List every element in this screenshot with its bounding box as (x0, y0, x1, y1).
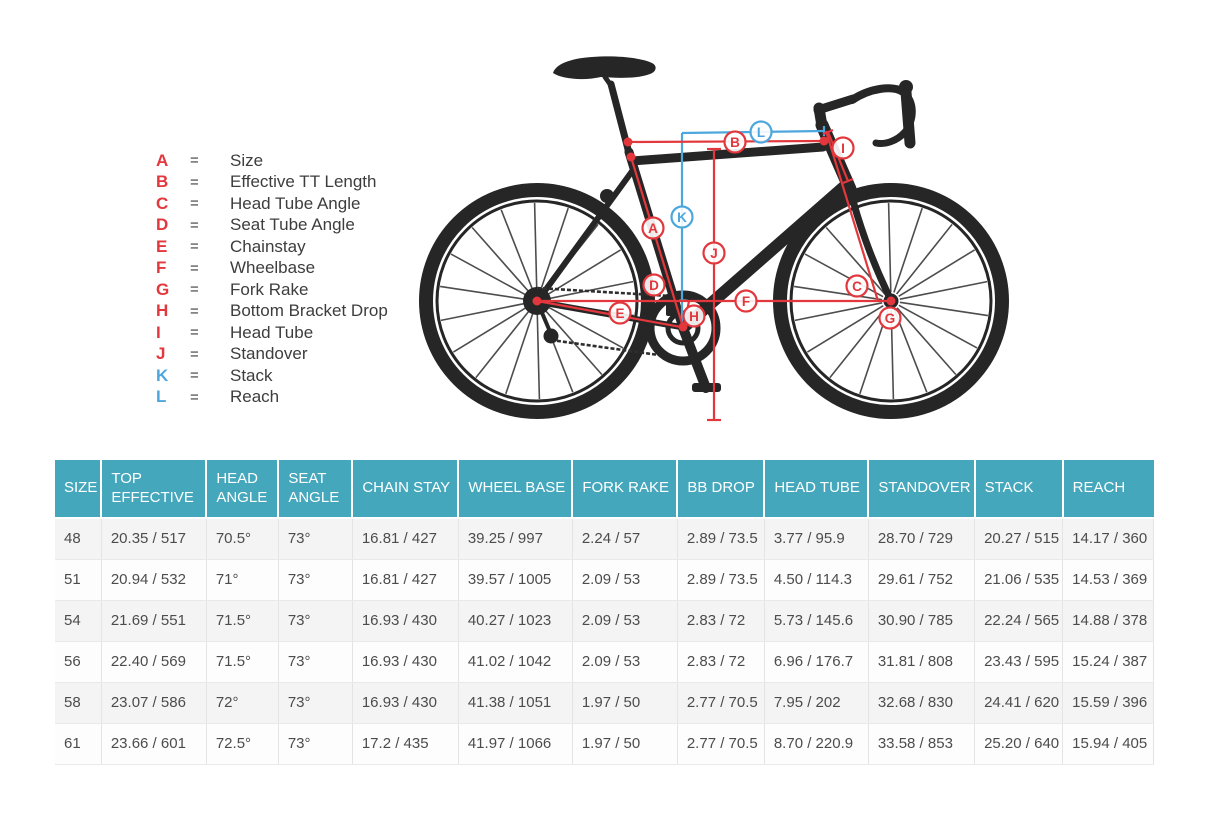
legend-label: Fork Rake (230, 279, 309, 299)
table-cell: 56 (55, 641, 101, 682)
table-cell: 41.97 / 1066 (458, 723, 572, 764)
diagram-label-f (736, 291, 757, 312)
table-cell: 61 (55, 723, 101, 764)
diagram-label-h (684, 306, 705, 327)
table-cell: 2.89 / 73.5 (677, 559, 764, 600)
table-cell: 5.73 / 145.6 (764, 600, 868, 641)
table-cell: 71.5° (206, 641, 278, 682)
table-cell: 32.68 / 830 (868, 682, 974, 723)
table-cell: 7.95 / 202 (764, 682, 868, 723)
geometry-table (55, 460, 1154, 765)
table-cell: 40.27 / 1023 (458, 600, 572, 641)
table-cell: 58 (55, 682, 101, 723)
equals-sign: = (190, 216, 199, 234)
table-cell: 24.41 / 620 (975, 682, 1063, 723)
table-cell: 25.20 / 640 (975, 723, 1063, 764)
diagram-legend (156, 150, 388, 408)
table-cell: 4.50 / 114.3 (764, 559, 868, 600)
legend-label: Reach (230, 387, 280, 407)
legend-item-h (156, 301, 388, 323)
legend-item-g (156, 279, 388, 301)
svg-text:I: I (841, 140, 845, 156)
equals-sign: = (190, 238, 199, 256)
column-header-seat-angle: SEAT ANGLE (278, 460, 352, 518)
table-cell: 6.96 / 176.7 (764, 641, 868, 682)
stem (818, 99, 853, 110)
rear-derailleur (544, 329, 559, 344)
legend-item-i (156, 322, 388, 344)
table-cell: 39.57 / 1005 (458, 559, 572, 600)
table-cell: 20.27 / 515 (975, 518, 1063, 559)
diagram-label-a (643, 218, 664, 239)
svg-text:F: F (741, 293, 751, 309)
diagram-label-d (644, 275, 665, 296)
table-cell: 54 (55, 600, 101, 641)
legend-letter: B (156, 172, 169, 192)
column-header-head-angle: HEAD ANGLE (206, 460, 278, 518)
legend-label: Wheelbase (230, 258, 316, 278)
table-cell: 2.09 / 53 (572, 641, 677, 682)
bike-diagram (410, 25, 1040, 450)
table-cell: 41.02 / 1042 (458, 641, 572, 682)
legend-label: Chainstay (230, 236, 306, 256)
table-row-size-54 (55, 600, 1154, 641)
table-cell: 2.83 / 72 (677, 600, 764, 641)
table-cell: 15.94 / 405 (1063, 723, 1154, 764)
legend-letter: I (156, 322, 161, 342)
column-header-size: SIZE (55, 460, 101, 518)
diagram-label-k (672, 207, 693, 228)
svg-text:D: D (649, 277, 659, 293)
legend-letter: G (156, 279, 170, 299)
table-cell: 15.24 / 387 (1063, 641, 1154, 682)
table-cell: 16.93 / 430 (352, 641, 458, 682)
rear-brake (600, 189, 614, 203)
equals-sign: = (190, 259, 199, 277)
table-cell: 21.06 / 535 (975, 559, 1063, 600)
legend-label: Effective TT Length (230, 172, 377, 192)
table-cell: 73° (278, 518, 352, 559)
column-header-reach: REACH (1063, 460, 1154, 518)
legend-label: Head Tube Angle (230, 193, 361, 213)
svg-text:C: C (852, 278, 862, 294)
table-cell: 2.83 / 72 (677, 641, 764, 682)
table-cell: 23.43 / 595 (975, 641, 1063, 682)
brake-lever (906, 92, 910, 143)
table-row-size-56 (55, 641, 1154, 682)
table-cell: 73° (278, 682, 352, 723)
svg-text:L: L (756, 124, 766, 140)
equals-sign: = (190, 152, 199, 170)
table-cell: 72° (206, 682, 278, 723)
legend-letter: F (156, 258, 167, 278)
legend-letter: J (156, 344, 166, 364)
equals-sign: = (190, 195, 199, 213)
diagram-label-l (751, 122, 772, 143)
table-row-size-58 (55, 682, 1154, 723)
table-cell: 20.94 / 532 (101, 559, 206, 600)
legend-letter: E (156, 236, 168, 256)
table-cell: 1.97 / 50 (572, 682, 677, 723)
legend-letter: C (156, 193, 169, 213)
table-cell: 16.93 / 430 (352, 600, 458, 641)
equals-sign: = (190, 367, 199, 385)
table-cell: 48 (55, 518, 101, 559)
table-cell: 71° (206, 559, 278, 600)
svg-text:H: H (689, 308, 699, 324)
head-angle-line (826, 131, 878, 301)
equals-sign: = (190, 324, 199, 342)
table-cell: 2.77 / 70.5 (677, 723, 764, 764)
table-cell: 15.59 / 396 (1063, 682, 1154, 723)
diagram-label-b (725, 132, 746, 153)
table-cell: 21.69 / 551 (101, 600, 206, 641)
table-cell: 20.35 / 517 (101, 518, 206, 559)
svg-text:A: A (648, 220, 658, 236)
table-cell: 16.81 / 427 (352, 518, 458, 559)
legend-letter: K (156, 365, 169, 385)
table-cell: 22.24 / 565 (975, 600, 1063, 641)
brake-hood (899, 80, 913, 94)
legend-label: Stack (230, 365, 273, 385)
table-cell: 3.77 / 95.9 (764, 518, 868, 559)
svg-text:E: E (615, 305, 625, 321)
equals-sign: = (190, 173, 199, 191)
diagram-label-i (833, 138, 854, 159)
table-header-row (55, 460, 1154, 518)
column-header-bb-drop: BB DROP (677, 460, 764, 518)
table-cell: 2.09 / 53 (572, 559, 677, 600)
legend-item-b (156, 172, 388, 194)
table-cell: 72.5° (206, 723, 278, 764)
pedal (692, 383, 721, 392)
table-cell: 22.40 / 569 (101, 641, 206, 682)
legend-item-a (156, 150, 388, 172)
table-cell: 14.53 / 369 (1063, 559, 1154, 600)
table-cell: 16.81 / 427 (352, 559, 458, 600)
table-cell: 51 (55, 559, 101, 600)
table-cell: 30.90 / 785 (868, 600, 974, 641)
table-cell: 33.58 / 853 (868, 723, 974, 764)
table-cell: 70.5° (206, 518, 278, 559)
diagram-label-j (704, 243, 725, 264)
table-cell: 73° (278, 600, 352, 641)
legend-item-f (156, 258, 388, 280)
legend-item-l (156, 387, 388, 409)
table-cell: 73° (278, 641, 352, 682)
table-cell: 14.88 / 378 (1063, 600, 1154, 641)
equals-sign: = (190, 345, 199, 363)
diagram-label-g (880, 308, 901, 329)
svg-text:K: K (677, 209, 687, 225)
table-cell: 41.38 / 1051 (458, 682, 572, 723)
table-cell: 31.81 / 808 (868, 641, 974, 682)
legend-item-d (156, 215, 388, 237)
table-cell: 2.89 / 73.5 (677, 518, 764, 559)
table-row-size-61 (55, 723, 1154, 764)
table-cell: 71.5° (206, 600, 278, 641)
legend-label: Seat Tube Angle (230, 215, 355, 235)
legend-letter: H (156, 301, 169, 321)
table-cell: 2.77 / 70.5 (677, 682, 764, 723)
svg-text:B: B (730, 134, 740, 150)
equals-sign: = (190, 388, 199, 406)
column-header-stack: STACK (975, 460, 1063, 518)
equals-sign: = (190, 281, 199, 299)
table-cell: 8.70 / 220.9 (764, 723, 868, 764)
table-cell: 39.25 / 997 (458, 518, 572, 559)
legend-letter: A (156, 150, 169, 170)
table-cell: 23.66 / 601 (101, 723, 206, 764)
legend-item-k (156, 365, 388, 387)
legend-label: Bottom Bracket Drop (230, 301, 388, 321)
column-header-top-effective: TOP EFFECTIVE (101, 460, 206, 518)
table-cell: 2.24 / 57 (572, 518, 677, 559)
diagram-label-c (847, 276, 868, 297)
legend-label: Standover (230, 344, 308, 364)
column-header-standover: STANDOVER (868, 460, 974, 518)
table-cell: 28.70 / 729 (868, 518, 974, 559)
table-row-size-48 (55, 518, 1154, 559)
diagram-label-e (610, 303, 631, 324)
svg-text:J: J (710, 245, 718, 261)
table-cell: 1.97 / 50 (572, 723, 677, 764)
equals-sign: = (190, 302, 199, 320)
table-cell: 2.09 / 53 (572, 600, 677, 641)
table-cell: 73° (278, 559, 352, 600)
legend-item-c (156, 193, 388, 215)
column-header-fork-rake: FORK RAKE (572, 460, 677, 518)
column-header-chain-stay: CHAIN STAY (352, 460, 458, 518)
table-cell: 73° (278, 723, 352, 764)
legend-label: Head Tube (230, 322, 314, 342)
svg-text:G: G (884, 310, 896, 326)
table-cell: 29.61 / 752 (868, 559, 974, 600)
saddle-clamp (605, 77, 612, 87)
legend-item-j (156, 344, 388, 366)
table-cell: 23.07 / 586 (101, 682, 206, 723)
measurement-lines-red (537, 130, 891, 420)
table-cell: 16.93 / 430 (352, 682, 458, 723)
handlebar-top (852, 88, 903, 100)
table-row-size-51 (55, 559, 1154, 600)
legend-letter: D (156, 215, 169, 235)
table-cell: 17.2 / 435 (352, 723, 458, 764)
table-cell: 14.17 / 360 (1063, 518, 1154, 559)
column-header-wheel-base: WHEEL BASE (458, 460, 572, 518)
legend-letter: L (156, 387, 167, 407)
legend-item-e (156, 236, 388, 258)
column-header-head-tube: HEAD TUBE (764, 460, 868, 518)
legend-label: Size (230, 150, 264, 170)
